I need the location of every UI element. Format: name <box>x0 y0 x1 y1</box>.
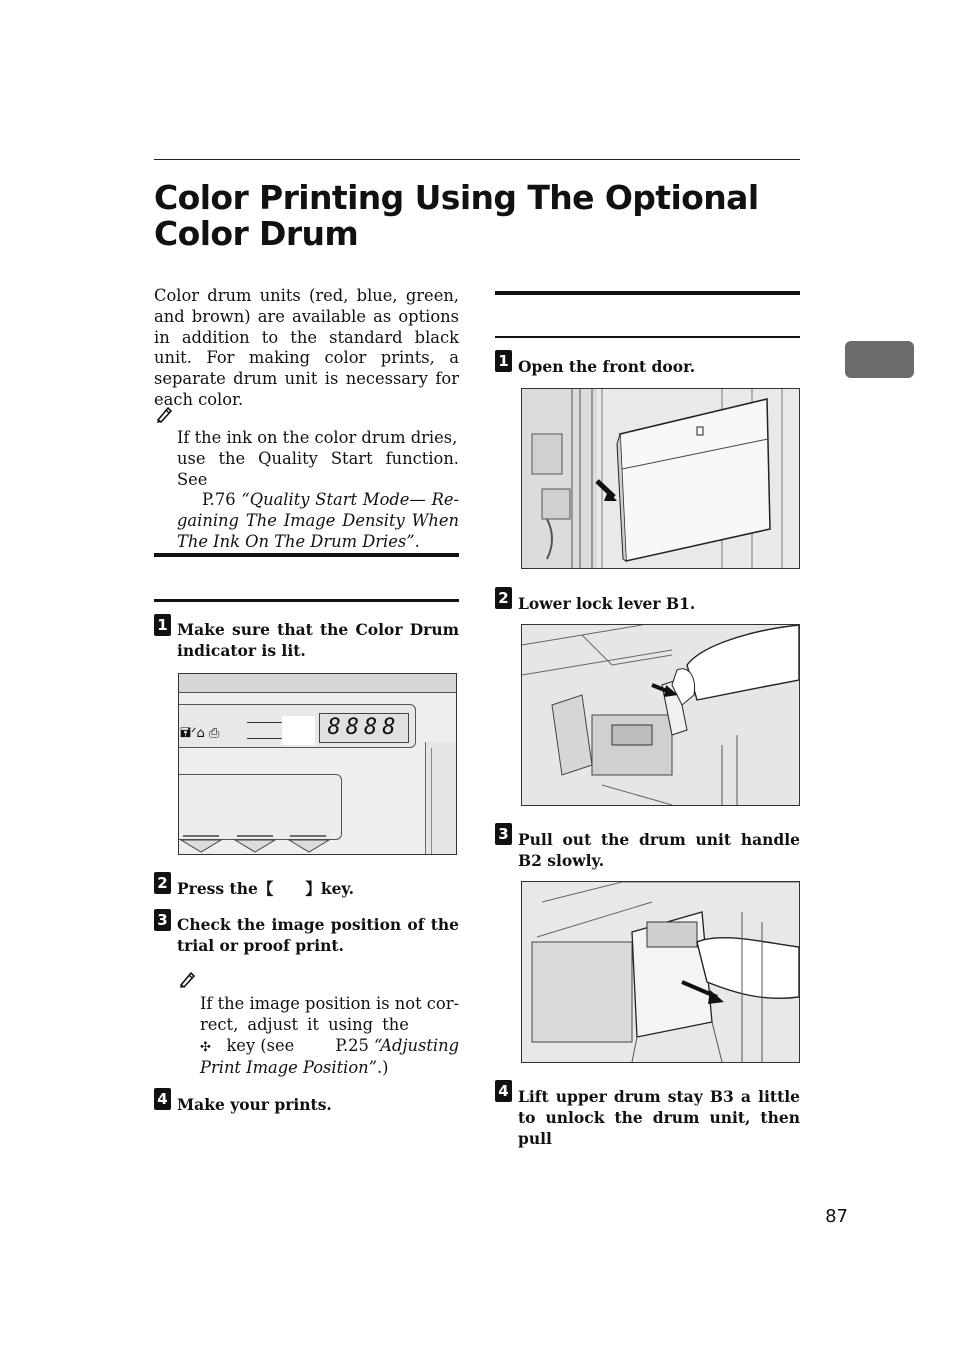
note-line-2: use the Quality Start function. See <box>177 448 459 489</box>
drum-handle-illustration <box>522 882 799 1062</box>
note2-line-3 <box>200 1036 459 1059</box>
control-panel-figure <box>178 673 457 855</box>
color-drum-indicator <box>282 716 315 745</box>
page-number: 87 <box>825 1206 848 1227</box>
note2-ref-page: P.25 <box>335 1035 369 1055</box>
step-number-2: 2 <box>495 587 512 609</box>
note2-line-1: If the image position is not cor- <box>200 994 460 1013</box>
subsection-rule-left <box>154 599 459 602</box>
panel-icons: 🖬ᐟ⌂ ⎙ <box>180 726 220 741</box>
note-reference <box>177 490 459 552</box>
note2-line-2: rect, adjust it using the <box>200 1014 409 1034</box>
subsection-rule-right <box>495 336 800 338</box>
lock-lever-illustration <box>522 625 799 805</box>
step-number-1: 1 <box>154 614 171 636</box>
note2-text <box>200 994 459 1079</box>
left-step-1-text: Make sure that the Color Drum indicator is lit. <box>177 620 459 660</box>
right-step-3-text: Pull out the drum unit handle B2 slowly. <box>518 830 800 870</box>
panel-side-edge-inner <box>431 748 432 854</box>
step-number-4: 4 <box>154 1088 171 1110</box>
panel-buttons <box>179 834 339 854</box>
step2-post: 】key. <box>305 879 355 898</box>
front-door-figure <box>521 388 800 569</box>
move-key-icon: ✣ <box>200 1039 211 1055</box>
note-text <box>177 428 459 553</box>
left-step-3-text: Check the image position of the trial or proof print. <box>177 915 459 955</box>
header-rule <box>154 159 800 160</box>
note-pencil-icon <box>177 969 197 989</box>
left-step-2-text <box>177 878 459 899</box>
step-number-3: 3 <box>154 909 171 931</box>
note2-line-4 <box>200 1058 459 1079</box>
right-step-1-text: Open the front door. <box>518 357 696 376</box>
panel-top-band <box>179 674 456 693</box>
left-step-4-text: Make your prints. <box>177 1095 332 1114</box>
note2-ref-end: .) <box>376 1058 389 1078</box>
step-number-1: 1 <box>495 350 512 372</box>
front-door-illustration <box>522 389 799 568</box>
page-title: Color Printing Using The Optional Color Drum <box>154 178 759 253</box>
section-rule-right <box>495 291 800 295</box>
section-rule-left <box>154 553 459 557</box>
note2-ref-title-1[interactable]: “Adjusting <box>374 1035 459 1055</box>
intro-paragraph: Color drum units (red, blue, green, and brown) are available as options in addition to the standard black unit. For making color prints, a separate drum unit is necessary for each color. <box>154 286 459 409</box>
step-number-4: 4 <box>495 1080 512 1102</box>
step-number-2: 2 <box>154 872 171 894</box>
panel-digit-display: 8888 <box>319 713 409 743</box>
step-number-3: 3 <box>495 823 512 845</box>
panel-screen <box>179 774 342 840</box>
note-pencil-icon <box>154 404 174 424</box>
drum-handle-figure <box>521 881 800 1063</box>
note2-ref-title-2[interactable]: Print Image Position” <box>200 1058 377 1078</box>
chapter-tab <box>845 341 914 378</box>
note2-key-text: key (see <box>226 1035 295 1055</box>
note-ref-page: P.76 <box>202 490 242 510</box>
right-step-2-text: Lower lock lever B1. <box>518 594 696 613</box>
note-line-1: If the ink on the color drum dries, <box>177 428 458 447</box>
step2-pre: Press the【 <box>177 879 274 898</box>
panel-side-edge <box>425 742 456 854</box>
right-step-4-text: Lift upper drum stay B3 a little to unlock the drum unit, then pull <box>518 1087 800 1148</box>
lock-lever-figure <box>521 624 800 806</box>
note-ref-title[interactable]: “Quality Start Mode— Re-gaining The Image Density When The Ink On The Drum Dries” <box>177 490 459 551</box>
note-ref-end: . <box>414 531 420 551</box>
